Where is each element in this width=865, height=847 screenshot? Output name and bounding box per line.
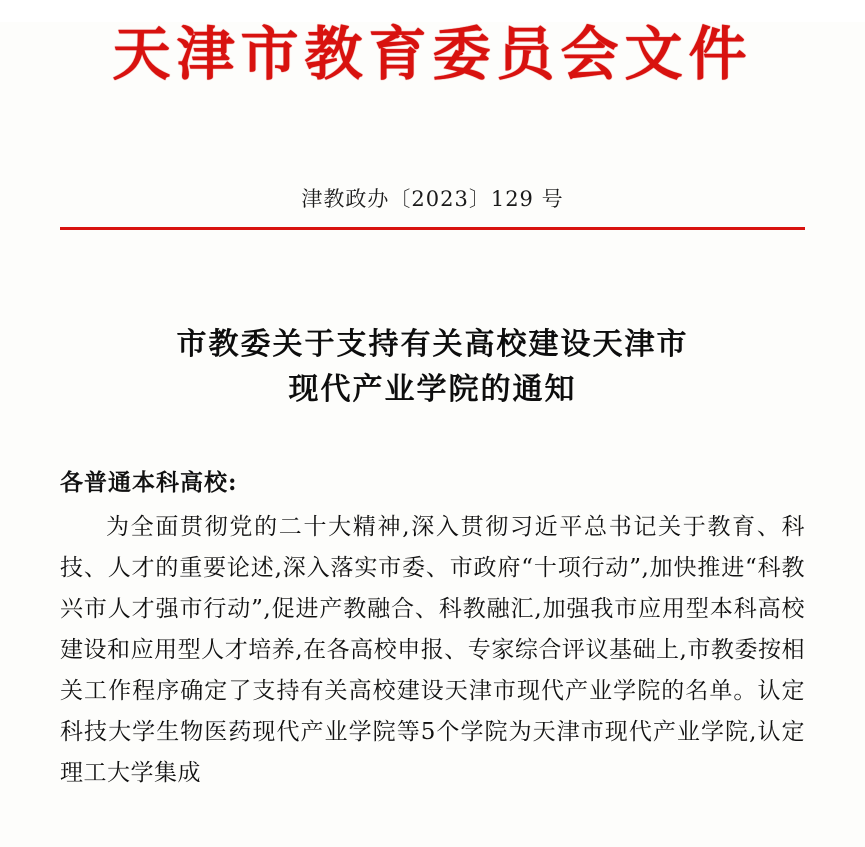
red-divider-rule	[60, 227, 805, 230]
document-title-line-2: 现代产业学院的通知	[288, 371, 577, 407]
document-title-line-1: 市教委关于支持有关高校建设天津市	[176, 326, 689, 362]
document-body	[60, 507, 805, 794]
document-salutation: 各普通本科高校:	[60, 468, 238, 496]
document-title	[60, 322, 805, 412]
document-number: 津教政办〔2023〕129 号	[301, 186, 564, 211]
document-body-paragraph: 为全面贯彻党的二十大精神,深入贯彻习近平总书记关于教育、科技、人才的重要论述,深入落实市委、市政府“十项行动”,加快推进“科教兴市人才强市行动”,促进产教融合、科教融汇,加强我市应用型本科高校建设和应用型人才培养,在各高校申报、专家综合评议基础上,市教委按相关工作程序确定了支持有关高校建设天津市现代产业学院的名单。认定科技大学生物医药现代产业学院等5个学院为天津市现代产业学院,认定理工大学集成	[60, 513, 805, 786]
document-masthead-title: 天津市教育委员会文件	[112, 20, 753, 88]
document-page	[0, 22, 865, 847]
